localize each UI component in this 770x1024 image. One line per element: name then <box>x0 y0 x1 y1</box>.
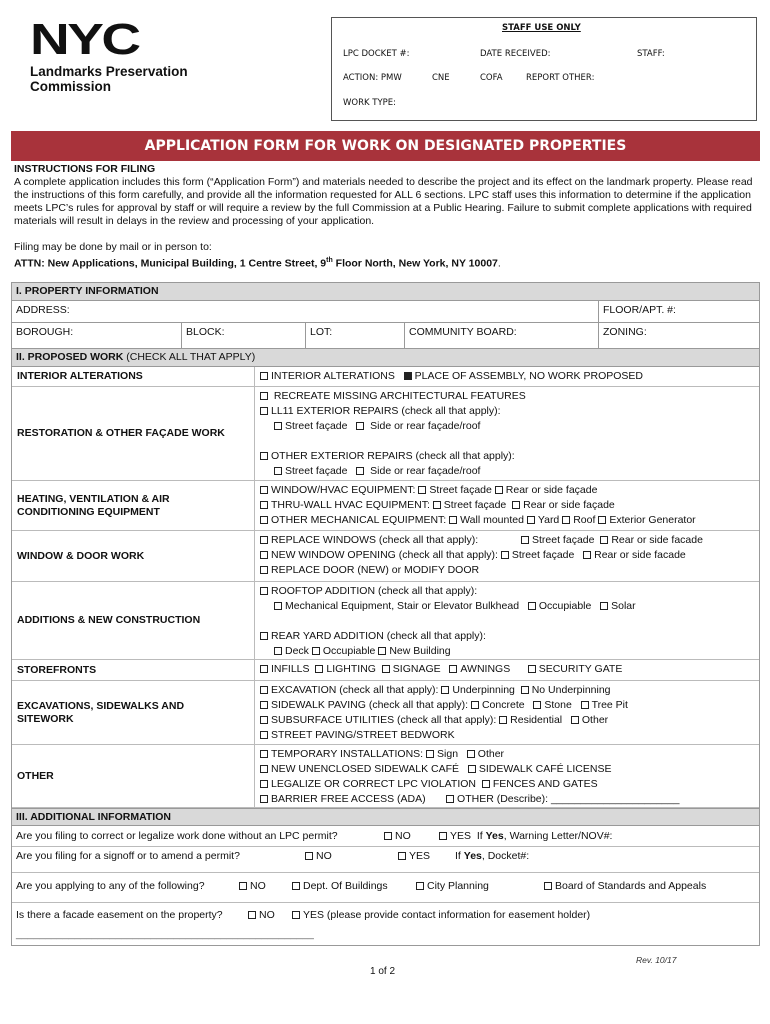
checkbox-other-street[interactable] <box>274 467 282 475</box>
additions-l4a: Deck <box>285 645 309 657</box>
other-label: OTHER <box>12 745 255 807</box>
other-l2: NEW UNENCLOSED SIDEWALK CAFÉ <box>271 763 460 775</box>
staff-field[interactable]: STAFF: <box>637 49 665 59</box>
hvac-label <box>12 481 255 530</box>
additions-l4b: Occupiable <box>322 645 376 657</box>
other-l4a: OTHER (Describe): ______________________ <box>457 793 680 805</box>
action-pmw[interactable]: ACTION: PMW <box>343 73 402 83</box>
checkbox-ll11-repairs[interactable] <box>260 407 268 415</box>
storefronts-label: STOREFRONTS <box>12 660 255 680</box>
attn-address <box>14 254 759 271</box>
checkbox-q3-no[interactable] <box>239 882 247 890</box>
q4-text: Is there a facade easement on the property? <box>16 909 223 921</box>
q2-row <box>12 847 759 873</box>
attn-sup: th <box>326 257 333 264</box>
easement-contact-line[interactable]: ___________________________________________________ <box>16 928 314 940</box>
excavations-label <box>12 681 255 744</box>
q2-note-b: Yes <box>463 850 482 862</box>
q4-no-label: NO <box>259 909 275 921</box>
excavations-label-2: SITEWORK <box>17 712 74 725</box>
form-title: APPLICATION FORM FOR WORK ON DESIGNATED PROPERTIES <box>11 131 760 161</box>
excavations-l2b: Stone <box>544 699 572 711</box>
window-l3: REPLACE DOOR (NEW) or MODIFY DOOR <box>271 564 480 576</box>
checkbox-solar[interactable] <box>600 602 608 610</box>
window-l2: NEW WINDOW OPENING (check all that apply): <box>271 549 498 561</box>
hvac-l1a: Street façade <box>429 484 492 496</box>
checkbox-concrete[interactable] <box>471 701 479 709</box>
q2-yes-label: YES <box>409 850 431 862</box>
checkbox-q1-yes[interactable] <box>439 832 447 840</box>
action-report-other[interactable]: REPORT OTHER: <box>526 73 595 83</box>
other-l3a: FENCES AND GATES <box>492 778 598 790</box>
block-field[interactable]: BLOCK: <box>182 323 306 348</box>
excavations-l3b: Other <box>581 714 609 726</box>
hvac-l2: THRU-WALL HVAC EQUIPMENT: <box>271 499 430 511</box>
window-l2b: Rear or side facade <box>594 549 686 561</box>
checkbox-other-side[interactable] <box>356 467 364 475</box>
checkbox-new-window-street[interactable] <box>501 551 509 559</box>
other-l3: LEGALIZE OR CORRECT LPC VIOLATION <box>271 778 476 790</box>
q3-no-label: NO <box>250 880 266 892</box>
hvac-l2b: Rear or side façade <box>523 499 615 511</box>
additions-l2b: Occupiable <box>538 600 592 612</box>
checkbox-replace-windows-rear[interactable] <box>600 536 608 544</box>
logo-nyc-text: NYC <box>30 15 139 64</box>
checkbox-security-gate[interactable] <box>528 665 536 673</box>
excavations-l2a: Concrete <box>481 699 525 711</box>
form-table <box>11 282 760 946</box>
checkbox-thru-wall-street[interactable] <box>433 501 441 509</box>
q2-note-c: , Docket#: <box>481 850 530 862</box>
section-proposed-work-note: (CHECK ALL THAT APPLY) <box>123 351 256 363</box>
action-cofa[interactable]: COFA <box>480 73 503 83</box>
lpc-docket-field[interactable]: LPC DOCKET #: <box>343 49 410 59</box>
q1-note-a: If <box>476 830 486 842</box>
checkbox-thru-wall-rear[interactable] <box>512 501 520 509</box>
restoration-l5b: Side or rear façade/roof <box>370 465 481 477</box>
checkbox-underpinning[interactable] <box>441 686 449 694</box>
checkbox-sidewalk-cafe[interactable] <box>260 765 268 773</box>
other-l1: TEMPORARY INSTALLATIONS: <box>271 748 424 760</box>
checkbox-lighting[interactable] <box>315 665 323 673</box>
checkbox-other-exterior[interactable] <box>260 452 268 460</box>
restoration-l2: LL11 EXTERIOR REPAIRS (check all that apply): <box>271 405 501 417</box>
checkbox-excavation[interactable] <box>260 686 268 694</box>
hvac-l3b: Yard <box>537 514 560 526</box>
other-l2a: SIDEWALK CAFÉ LICENSE <box>478 763 612 775</box>
logo-line-2: Commission <box>30 79 112 94</box>
checkbox-barrier-free[interactable] <box>260 795 268 803</box>
excavations-l3: SUBSURFACE UTILITIES (check all that apply): <box>271 714 497 726</box>
checkbox-rooftop-addition[interactable] <box>260 587 268 595</box>
borough-field[interactable]: BOROUGH: <box>12 323 182 348</box>
excavations-l2c: Tree Pit <box>591 699 628 711</box>
checkbox-new-window-rear[interactable] <box>583 551 591 559</box>
other-l4: BARRIER FREE ACCESS (ADA) <box>271 793 426 805</box>
additions-l1: ROOFTOP ADDITION (check all that apply): <box>271 585 478 597</box>
interior-opt-2-label: PLACE OF ASSEMBLY, NO WORK PROPOSED <box>414 370 643 382</box>
checkbox-q4-no[interactable] <box>248 911 256 919</box>
hvac-label-1: HEATING, VENTILATION & AIR <box>17 492 170 505</box>
q1-yes-label: YES <box>450 830 472 842</box>
checkbox-thru-wall[interactable] <box>260 501 268 509</box>
checkbox-rear-yard[interactable] <box>260 632 268 640</box>
additions-l4c: New Building <box>389 645 451 657</box>
excavations-label-1: EXCAVATIONS, SIDEWALKS AND <box>17 699 185 712</box>
section-additional-info: III. ADDITIONAL INFORMATION <box>12 808 759 826</box>
window-door-label: WINDOW & DOOR WORK <box>12 531 255 581</box>
action-cne[interactable]: CNE <box>432 73 450 83</box>
attn-part-b: Floor North, New York, NY 10007 <box>332 257 498 270</box>
instructions <box>14 163 759 271</box>
checkbox-q2-no[interactable] <box>305 852 313 860</box>
window-l1b: Rear or side facade <box>611 534 703 546</box>
checkbox-other-mechanical[interactable] <box>260 516 268 524</box>
staff-use-box <box>331 17 757 121</box>
q1-note-b: Yes <box>485 830 504 842</box>
excavations-l1b: No Underpinning <box>531 684 611 696</box>
checkbox-tree-pit[interactable] <box>581 701 589 709</box>
instructions-para-2: Filing may be done by mail or in person to: <box>14 241 212 253</box>
checkbox-rooftop-occupiable[interactable] <box>528 602 536 610</box>
work-type-field[interactable]: WORK TYPE: <box>343 98 397 108</box>
checkbox-q1-no[interactable] <box>384 832 392 840</box>
checkbox-bsa[interactable] <box>544 882 552 890</box>
checkbox-q4-yes[interactable] <box>292 911 300 919</box>
hvac-l1: WINDOW/HVAC EQUIPMENT: <box>271 484 416 496</box>
hvac-label-2: CONDITIONING EQUIPMENT <box>17 505 160 518</box>
page-number: 1 of 2 <box>370 966 396 977</box>
checkbox-city-planning[interactable] <box>416 882 424 890</box>
zoning-field[interactable]: ZONING: <box>603 326 647 338</box>
other-l1a: Sign <box>437 748 459 760</box>
attn-end: . <box>497 257 501 270</box>
q3-c-label: Board of Standards and Appeals <box>555 880 707 892</box>
excavations-l1: EXCAVATION (check all that apply): <box>271 684 439 696</box>
storefronts-c: SIGNAGE <box>392 663 441 675</box>
checkbox-infills[interactable] <box>260 665 268 673</box>
checkbox-ll11-street[interactable] <box>274 422 282 430</box>
checkbox-rear-occupiable[interactable] <box>312 647 320 655</box>
checkbox-yard[interactable] <box>527 516 535 524</box>
additions-l2a: Mechanical Equipment, Stair or Elevator Bulkhead <box>285 600 520 612</box>
interior-label: INTERIOR ALTERATIONS <box>12 367 255 386</box>
hvac-l3d: Exterior Generator <box>609 514 696 526</box>
instructions-para-1: A complete application includes this form (“Application Form”) and materials needed to describe the project and its effect on the landmark property. Please read the instructions of this form carefully, and provide all the information requested for ALL 6 sections. LPC staff uses this information to determine if the application meets LPC’s rules for approval by staff or will require a review by the full Commission at a Public Hearing. Failure to submit complete applications with required materials will result in delays in the review and processing of your application. <box>14 176 753 227</box>
q1-no-label: NO <box>395 830 411 842</box>
checkbox-new-building[interactable] <box>378 647 386 655</box>
hvac-l3: OTHER MECHANICAL EQUIPMENT: <box>271 514 447 526</box>
excavations-l4: STREET PAVING/STREET BEDWORK <box>271 729 455 741</box>
checkbox-temp-other[interactable] <box>467 750 475 758</box>
checkbox-no-underpinning[interactable] <box>521 686 529 694</box>
q2-note-a: If <box>455 850 464 862</box>
q2-no-label: NO <box>316 850 332 862</box>
section-property-info: I. PROPERTY INFORMATION <box>12 283 759 301</box>
restoration-l1: RECREATE MISSING ARCHITECTURAL FEATURES <box>273 390 526 402</box>
checkbox-window-hvac-rear[interactable] <box>495 486 503 494</box>
revision-label: Rev. 10/17 <box>636 955 677 965</box>
restoration-l3a: Street façade <box>285 420 348 432</box>
additions-l2c: Solar <box>611 600 636 612</box>
checkbox-new-window[interactable] <box>260 551 268 559</box>
staff-title: STAFF USE ONLY <box>502 23 581 33</box>
window-l1a: Street façade <box>532 534 595 546</box>
storefronts-e: SECURITY GATE <box>538 663 623 675</box>
lot-field[interactable]: LOT: <box>306 323 405 348</box>
nyc-lpc-logo <box>30 15 230 94</box>
checkbox-ll11-side[interactable] <box>356 422 364 430</box>
additions-label: ADDITIONS & NEW CONSTRUCTION <box>12 582 255 659</box>
checkbox-recreate-features[interactable] <box>260 392 268 400</box>
excavations-l2: SIDEWALK PAVING (check all that apply): <box>271 699 469 711</box>
checkbox-interior-alterations[interactable] <box>260 372 268 380</box>
checkbox-residential[interactable] <box>499 716 507 724</box>
checkbox-generator[interactable] <box>598 516 606 524</box>
storefronts-a: INFILLS <box>271 663 310 675</box>
checkbox-sign[interactable] <box>426 750 434 758</box>
q3-b-label: City Planning <box>427 880 489 892</box>
address-field[interactable]: ADDRESS: <box>12 301 599 322</box>
storefronts-b: LIGHTING <box>326 663 376 675</box>
window-l1: REPLACE WINDOWS (check all that apply): <box>271 534 479 546</box>
checkbox-replace-windows-street[interactable] <box>521 536 529 544</box>
hvac-l1b: Rear or side façade <box>505 484 598 496</box>
q3-row <box>12 873 759 903</box>
interior-opt-1-label: INTERIOR ALTERATIONS <box>271 370 395 382</box>
checkbox-place-of-assembly[interactable] <box>404 372 412 380</box>
checkbox-temporary[interactable] <box>260 750 268 758</box>
attn-part-a: ATTN: New Applications, Municipal Building, 1 Centre Street, 9 <box>14 257 327 270</box>
checkbox-roof[interactable] <box>562 516 570 524</box>
storefronts-d: AWNINGS <box>460 663 511 675</box>
hvac-l2a: Street façade <box>443 499 507 511</box>
checkbox-other-describe[interactable] <box>446 795 454 803</box>
checkbox-mechanical-bulkhead[interactable] <box>274 602 282 610</box>
community-board-field[interactable]: COMMUNITY BOARD: <box>405 323 599 348</box>
q1-note-c: , Warning Letter/NOV#: <box>503 830 613 842</box>
section-proposed-work-title: II. PROPOSED WORK <box>16 351 124 363</box>
additions-l3: REAR YARD ADDITION (check all that apply): <box>271 630 486 642</box>
checkbox-awnings[interactable] <box>449 665 457 673</box>
checkbox-wall-mounted[interactable] <box>449 516 457 524</box>
checkbox-window-hvac-street[interactable] <box>418 486 426 494</box>
hvac-l3c: Roof <box>573 514 596 526</box>
checkbox-legalize[interactable] <box>260 780 268 788</box>
q1-text: Are you filing to correct or legalize work done without an LPC permit? <box>16 830 338 842</box>
checkbox-street-paving[interactable] <box>260 731 268 739</box>
restoration-l5a: Street façade <box>285 465 348 477</box>
excavations-l1a: Underpinning <box>452 684 515 696</box>
instructions-heading: INSTRUCTIONS FOR FILING <box>14 163 156 175</box>
checkbox-stone[interactable] <box>533 701 541 709</box>
checkbox-deck[interactable] <box>274 647 282 655</box>
section-proposed-work <box>12 349 759 367</box>
checkbox-window-hvac[interactable] <box>260 486 268 494</box>
q1-row <box>12 826 759 847</box>
checkbox-dob[interactable] <box>292 882 300 890</box>
checkbox-cafe-license[interactable] <box>468 765 476 773</box>
q4-yes-label: YES (please provide contact information for easement holder) <box>303 909 591 921</box>
checkbox-subsurface-other[interactable] <box>571 716 579 724</box>
checkbox-replace-door[interactable] <box>260 566 268 574</box>
excavations-l3a: Residential <box>510 714 563 726</box>
checkbox-signage[interactable] <box>382 665 390 673</box>
restoration-l4: OTHER EXTERIOR REPAIRS (check all that apply): <box>271 450 515 462</box>
restoration-l3b: Side or rear façade/roof <box>370 420 481 432</box>
q3-a-label: Dept. Of Buildings <box>303 880 388 892</box>
checkbox-sidewalk-paving[interactable] <box>260 701 268 709</box>
other-l1b: Other <box>477 748 505 760</box>
checkbox-subsurface[interactable] <box>260 716 268 724</box>
logo-line-1: Landmarks Preservation <box>30 64 188 79</box>
window-l2a: Street façade <box>511 549 575 561</box>
floor-apt-field[interactable]: FLOOR/APT. #: <box>603 304 676 316</box>
q4-row <box>12 903 759 945</box>
checkbox-q2-yes[interactable] <box>398 852 406 860</box>
q2-text: Are you filing for a signoff or to amend a permit? <box>16 850 240 862</box>
checkbox-replace-windows[interactable] <box>260 536 268 544</box>
date-received-field[interactable]: DATE RECEIVED: <box>480 49 551 59</box>
restoration-label: RESTORATION & OTHER FAÇADE WORK <box>12 387 255 480</box>
checkbox-fences[interactable] <box>482 780 490 788</box>
q3-text: Are you applying to any of the following? <box>16 880 205 892</box>
hvac-l3a: Wall mounted <box>460 514 524 526</box>
